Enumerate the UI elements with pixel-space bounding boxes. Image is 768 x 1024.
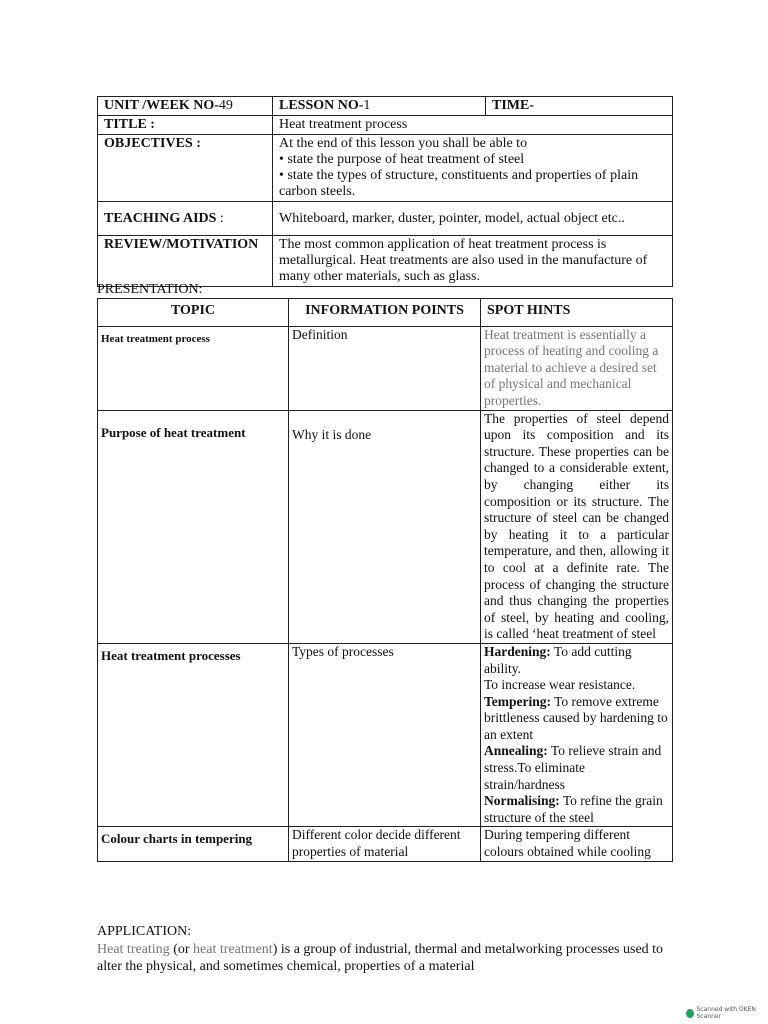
review-row [98,236,673,287]
row-hint: Heat treatment is essentially a process of heating and cooling a material to achieve a desired set of physical and mechanical properties. [481,326,673,410]
review-value: The most common application of heat treatment process is metallurgical. Heat treatments are also used in the manufacture of many other materials, such as glass. [273,236,673,287]
row-info: Different color decide different properties of material [289,827,481,861]
hint-item [484,694,669,744]
lesson-value: 1 [363,98,371,113]
application-term-heat-treatment: heat treatment [193,942,273,957]
column-header-info: INFORMATION POINTS [289,299,481,327]
time-cell [486,97,673,116]
row-hint: During tempering different colours obtained while cooling [481,827,673,861]
row-info: Definition [289,326,481,410]
teaching-aids-cell [98,202,273,236]
presentation-table [97,298,673,862]
application-mid: (or [169,942,194,957]
teaching-aids-label: TEACHING AIDS [104,210,217,226]
unit-value: 49 [218,98,233,113]
unit-row [98,97,673,116]
lesson-header-table [97,96,673,287]
scanner-watermark [686,1006,768,1020]
presentation-heading: PRESENTATION: [97,282,203,297]
row-hint: The properties of steel depend upon its composition and its structure. These properties can be changed to a considerable extent, by changing either its composition or its structure. The structure of steel can be changed by heating it to a particular temperature, and then, allowing it to cool at a definite rate. The process of changing the structure and thus changing the properties of steel, by heating and cooling, is called ‘heat treatment of steel [481,410,673,643]
column-header-topic: TOPIC [98,299,289,327]
table-row [98,410,673,643]
teaching-aids-value: Whiteboard, marker, duster, pointer, model, actual object etc.. [273,202,673,236]
objective-line: At the end of this lesson you shall be able to [279,136,528,151]
table-row [98,326,673,410]
column-header-hints: SPOT HINTS [481,299,673,327]
title-row [98,116,673,135]
hint-item [484,743,669,793]
row-topic: Colour charts in tempering [98,827,289,861]
row-hint-list [481,643,673,827]
teaching-aids-colon: : [216,210,224,226]
hint-term: Normalising: [484,793,560,809]
unit-cell [98,97,273,116]
table-row [98,643,673,827]
row-topic: Heat treatment processes [98,643,289,827]
hint-text: To remove extreme brittleness caused by hardening to an extent [484,693,668,742]
hint-item [484,793,669,826]
hint-term: Tempering: [484,693,551,709]
hint-text: To add cutting ability. [484,643,632,676]
scanner-watermark-text: Scanned with OKEN Scanner [696,1006,756,1020]
table-row [98,827,673,861]
hint-text: To refine the grain structure of the steel [484,793,663,825]
row-info: Types of processes [289,643,481,827]
application-rest: ) is a group of industrial, thermal and metalworking processes used to alter the physical, and sometimes chemical, properties of a material [97,942,664,974]
row-info: Why it is done [289,410,481,643]
application-text [97,941,677,975]
application-term-heat-treating: Heat treating [97,942,170,957]
presentation-header-row [98,299,673,327]
objectives-row [98,135,673,202]
lesson-label: LESSON NO- [279,98,364,113]
objective-line: • state the types of structure, constituents and properties of plain carbon steels. [279,168,639,199]
hint-term: Annealing: [484,743,548,759]
objectives-label: OBJECTIVES : [98,135,273,202]
objective-line: • state the purpose of heat treatment of steel [279,152,525,167]
teaching-aids-row [98,202,673,236]
application-heading: APPLICATION: [97,924,192,939]
objectives-value [273,135,673,202]
row-topic: Purpose of heat treatment [98,410,289,643]
hint-item [484,644,669,677]
row-topic: Heat treatment process [98,326,289,410]
review-label: REVIEW/MOTIVATION [98,236,273,287]
title-label: TITLE : [98,116,273,135]
unit-label: UNIT /WEEK NO- [104,98,219,113]
hint-text: To increase wear resistance. [484,677,636,693]
hint-item [484,677,669,694]
scanner-logo-icon [686,1009,694,1018]
hint-text: To relieve strain and stress.To eliminate strain/hardness [484,743,662,792]
hint-term: Hardening: [484,643,551,659]
time-label: TIME- [492,98,534,113]
lesson-cell [273,97,486,116]
title-value: Heat treatment process [273,116,673,135]
